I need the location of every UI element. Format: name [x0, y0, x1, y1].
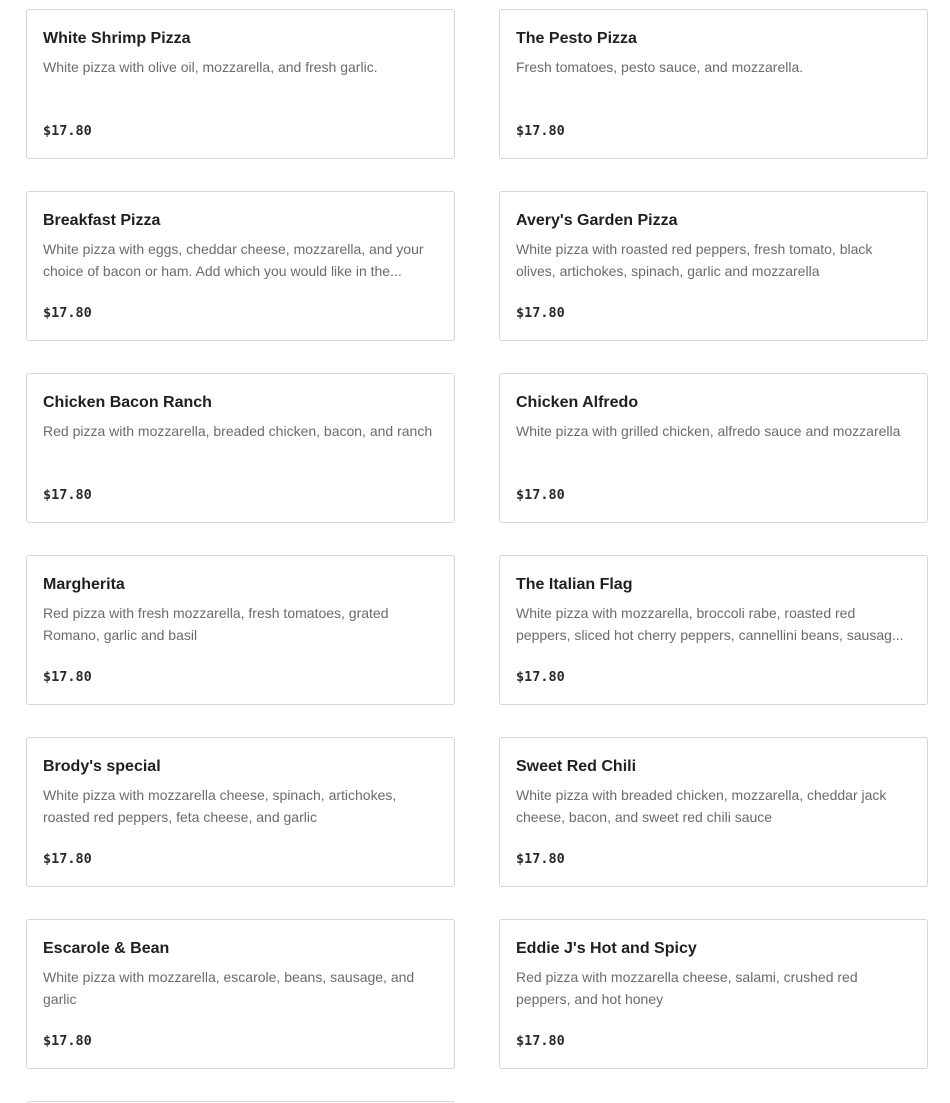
item-price: $17.80	[516, 305, 565, 321]
item-price: $17.80	[43, 669, 92, 685]
item-description: White pizza with roasted red peppers, fresh tomato, black olives, artichokes, spinach, garlic and mozzarella	[516, 241, 873, 279]
item-price: $17.80	[43, 487, 92, 503]
menu-item-card[interactable]	[26, 373, 455, 523]
item-price: $17.80	[43, 851, 92, 867]
item-price: $17.80	[516, 669, 565, 685]
item-name: White Shrimp Pizza	[43, 30, 191, 47]
menu-item-card[interactable]	[26, 919, 455, 1069]
item-description: White pizza with mozzarella, broccoli rabe, roasted red peppers, sliced hot cherry peppers, cannellini beans, sausag...	[516, 605, 904, 643]
item-name: Escarole & Bean	[43, 940, 170, 957]
item-description: White pizza with breaded chicken, mozzarella, cheddar jack cheese, bacon, and sweet red chili sauce	[516, 787, 887, 825]
menu-items-grid	[26, 9, 928, 1103]
item-description: Red pizza with mozzarella, breaded chicken, bacon, and ranch	[43, 423, 433, 439]
item-name: Chicken Alfredo	[516, 394, 639, 411]
item-price: $17.80	[516, 487, 565, 503]
item-name: Sweet Red Chili	[516, 758, 637, 775]
item-description: Fresh tomatoes, pesto sauce, and mozzarella.	[516, 59, 804, 75]
item-price: $17.80	[43, 123, 92, 139]
item-description: White pizza with grilled chicken, alfredo sauce and mozzarella	[516, 423, 901, 439]
item-description: White pizza with mozzarella cheese, spinach, artichokes, roasted red peppers, feta cheese, and garlic	[43, 787, 397, 825]
item-name: Avery's Garden Pizza	[516, 212, 678, 229]
item-name: Chicken Bacon Ranch	[43, 394, 212, 411]
item-price: $17.80	[43, 1033, 92, 1049]
item-name: The Italian Flag	[516, 576, 633, 593]
menu-item-card[interactable]	[499, 9, 928, 159]
item-name: Eddie J's Hot and Spicy	[516, 940, 697, 957]
item-price: $17.80	[516, 1033, 565, 1049]
item-price: $17.80	[43, 305, 92, 321]
item-description: Red pizza with mozzarella cheese, salami, crushed red peppers, and hot honey	[516, 969, 858, 1007]
menu-item-card[interactable]	[499, 737, 928, 887]
menu-item-card[interactable]	[26, 737, 455, 887]
item-name: Brody's special	[43, 758, 161, 775]
item-description: White pizza with mozzarella, escarole, beans, sausage, and garlic	[43, 969, 415, 1007]
menu-item-card[interactable]	[26, 9, 455, 159]
item-name: Breakfast Pizza	[43, 212, 161, 229]
item-name: The Pesto Pizza	[516, 30, 637, 47]
item-description: White pizza with olive oil, mozzarella, and fresh garlic.	[43, 59, 378, 75]
item-description: White pizza with eggs, cheddar cheese, mozzarella, and your choice of bacon or ham. Add which you would like in the...	[43, 241, 424, 279]
item-price: $17.80	[516, 123, 565, 139]
item-price: $17.80	[516, 851, 565, 867]
item-name: Margherita	[43, 576, 125, 593]
menu-item-card[interactable]	[26, 191, 455, 341]
menu-item-card[interactable]	[499, 191, 928, 341]
menu-item-card[interactable]	[26, 555, 455, 705]
menu-item-card[interactable]	[499, 373, 928, 523]
menu-item-card[interactable]	[499, 555, 928, 705]
item-description: Red pizza with fresh mozzarella, fresh tomatoes, grated Romano, garlic and basil	[43, 605, 389, 643]
menu-item-card[interactable]	[499, 919, 928, 1069]
